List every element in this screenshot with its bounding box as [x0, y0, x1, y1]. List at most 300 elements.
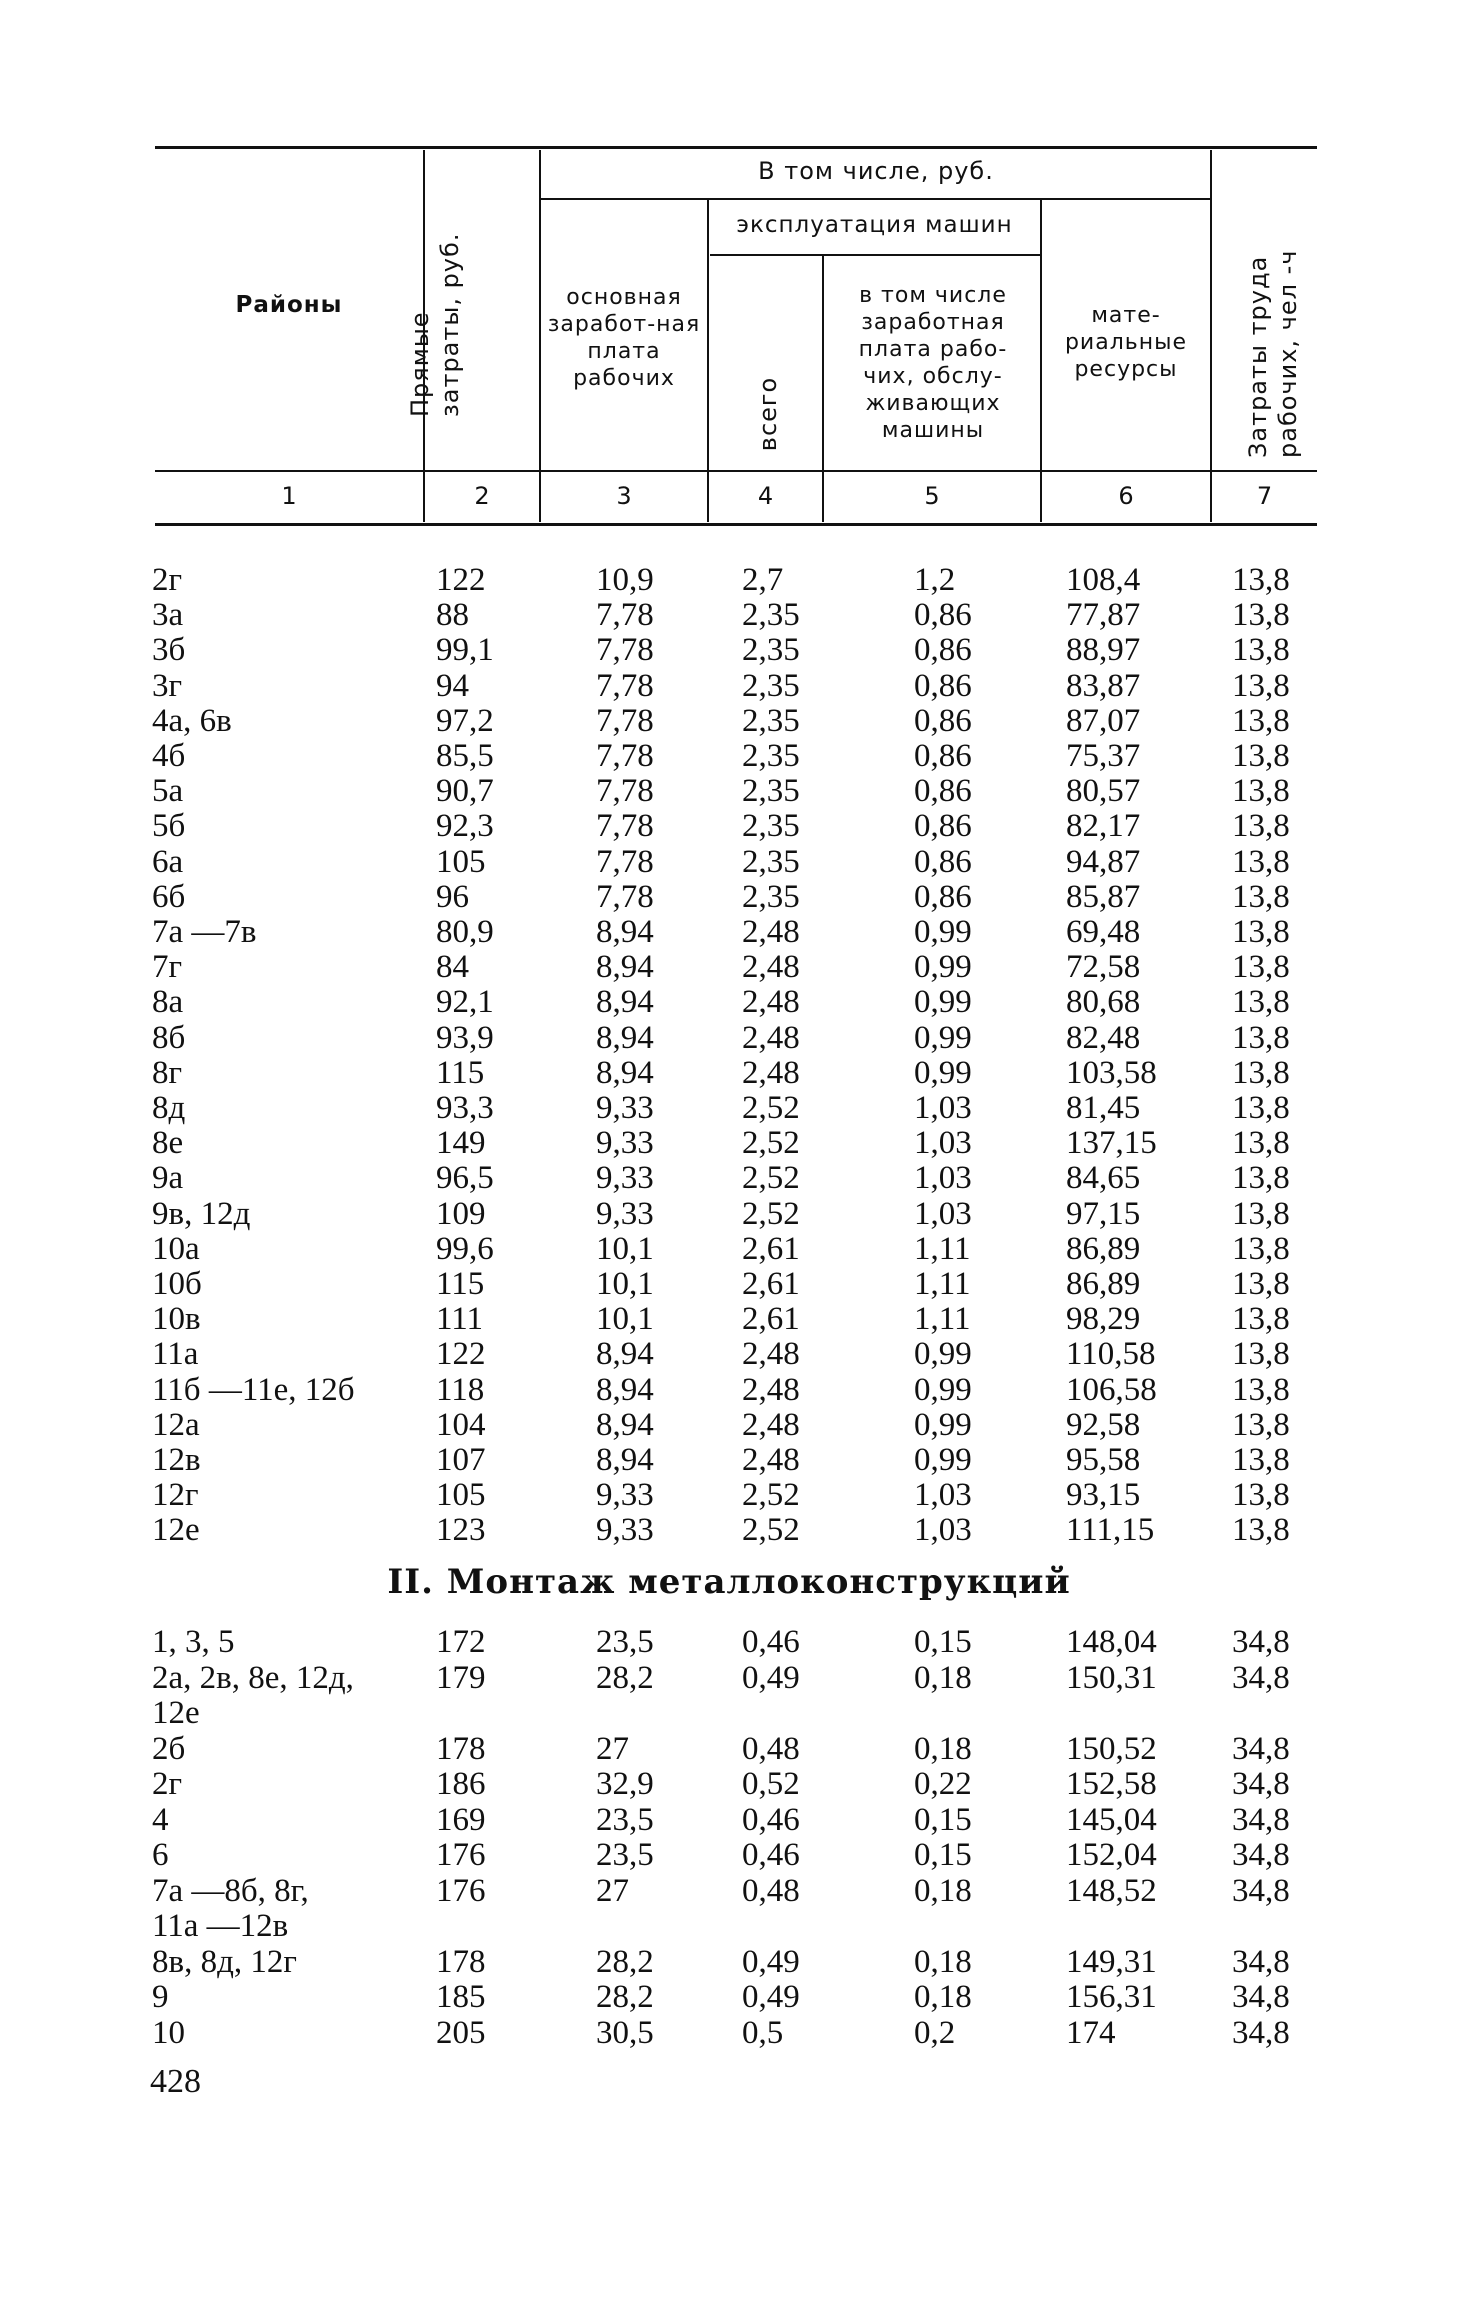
cell-c4: 2,7	[742, 562, 784, 598]
cell-district: 12е	[152, 1512, 200, 1549]
cell-c3: 28,2	[596, 1979, 654, 2015]
cell-c3: 8,94	[596, 1371, 654, 1408]
cell-c4: 2,48	[742, 1019, 800, 1056]
table-row	[0, 1802, 1458, 1838]
cell-c4: 2,48	[742, 1406, 800, 1443]
vrule-3	[707, 200, 709, 522]
cell-c7: 13,8	[1232, 949, 1290, 986]
table-row	[0, 1055, 1458, 1091]
cell-c5: 0,18	[914, 1979, 972, 2015]
top-rule	[155, 146, 1317, 149]
cell-c5: 0,99	[914, 949, 972, 986]
cell-c5: 0,99	[914, 914, 972, 950]
table-row	[0, 738, 1458, 774]
vrule-6	[1210, 150, 1212, 522]
cell-district: 2а, 2в, 8е, 12д,	[152, 1659, 354, 1696]
cell-c7: 13,8	[1232, 1195, 1290, 1232]
cell-district: 12а	[152, 1406, 200, 1443]
cell-district: 6б	[152, 878, 186, 915]
cell-c3: 7,78	[596, 667, 654, 704]
cell-c4: 2,35	[742, 702, 800, 739]
cell-c2: 96,5	[436, 1160, 494, 1197]
cell-c2: 122	[436, 1336, 486, 1373]
cell-c7: 13,8	[1232, 808, 1290, 845]
cell-c7: 34,8	[1232, 1624, 1290, 1660]
cell-c2: 99,6	[436, 1230, 494, 1267]
cell-c7: 13,8	[1232, 1512, 1290, 1549]
cell-c3: 7,78	[596, 773, 654, 810]
cell-c5: 1,11	[914, 1230, 971, 1267]
cell-c2: 185	[436, 1979, 486, 2015]
cell-c4: 2,35	[742, 773, 800, 810]
cell-district: 8д	[152, 1090, 186, 1126]
table-row	[0, 1944, 1458, 1980]
cell-c5: 0,86	[914, 702, 972, 739]
cell-c3: 7,78	[596, 843, 654, 880]
cell-c5: 0,18	[914, 1872, 972, 1909]
table-row	[0, 879, 1458, 915]
cell-c3: 8,94	[596, 949, 654, 986]
cell-c6: 72,58	[1066, 949, 1141, 986]
table-row	[0, 1301, 1458, 1337]
table-row	[0, 562, 1458, 598]
cell-c3: 27	[596, 1872, 629, 1909]
cell-c7: 13,8	[1232, 702, 1290, 739]
table-row	[0, 1336, 1458, 1372]
header-districts: Районы	[235, 292, 343, 318]
cell-c6: 106,58	[1066, 1371, 1157, 1408]
cell-c4: 2,52	[742, 1125, 800, 1162]
cell-c3: 9,33	[596, 1090, 654, 1126]
cell-c5: 0,99	[914, 1442, 972, 1478]
cell-district: 3г	[152, 667, 183, 704]
cell-district: 4	[152, 1801, 169, 1838]
table-row	[0, 1695, 1458, 1731]
cell-c7: 13,8	[1232, 1230, 1290, 1267]
cell-c5: 0,86	[914, 667, 972, 704]
cell-district: 8в, 8д, 12г	[152, 1943, 297, 1980]
cell-c3: 8,94	[596, 1054, 654, 1091]
cell-c7: 13,8	[1232, 1336, 1290, 1373]
cell-c4: 2,35	[742, 597, 800, 634]
cell-c7: 34,8	[1232, 1730, 1290, 1767]
table-row	[0, 1477, 1458, 1513]
cell-c6: 145,04	[1066, 1801, 1157, 1838]
cell-c2: 122	[436, 562, 486, 598]
cell-c7: 34,8	[1232, 1943, 1290, 1980]
cell-district: 10	[152, 2014, 185, 2051]
table-row	[0, 1908, 1458, 1944]
cell-c7: 13,8	[1232, 562, 1290, 598]
cell-c5: 1,11	[914, 1266, 971, 1302]
cell-c6: 150,52	[1066, 1730, 1157, 1767]
cell-c6: 148,52	[1066, 1872, 1157, 1909]
cell-c5: 0,15	[914, 1624, 972, 1660]
cell-c3: 10,1	[596, 1301, 654, 1338]
cell-c7: 13,8	[1232, 1406, 1290, 1443]
cell-c4: 2,48	[742, 1054, 800, 1091]
cell-district: 3б	[152, 632, 186, 669]
cell-c7: 34,8	[1232, 2014, 1290, 2051]
cell-c5: 0,15	[914, 1837, 972, 1873]
cell-c4: 2,61	[742, 1230, 800, 1267]
cell-c2: 178	[436, 1730, 486, 1767]
table-row	[0, 949, 1458, 985]
cell-c6: 84,65	[1066, 1160, 1141, 1197]
cell-c2: 88	[436, 597, 469, 634]
cell-c5: 0,99	[914, 1336, 972, 1373]
cell-district: 2г	[152, 562, 183, 598]
cell-c7: 13,8	[1232, 667, 1290, 704]
table-row	[0, 2015, 1458, 2051]
cell-c2: 169	[436, 1801, 486, 1838]
cell-c6: 75,37	[1066, 738, 1141, 774]
cell-c7: 13,8	[1232, 914, 1290, 950]
cell-c5: 0,18	[914, 1659, 972, 1696]
cell-c5: 0,86	[914, 597, 972, 634]
header-base-wages: основная заработ-ная плата рабочих	[547, 285, 701, 391]
cell-c4: 2,52	[742, 1195, 800, 1232]
cell-c5: 0,99	[914, 1371, 972, 1408]
cell-c2: 93,9	[436, 1019, 494, 1056]
cell-c3: 8,94	[596, 1406, 654, 1443]
cell-c3: 8,94	[596, 914, 654, 950]
cell-c3: 9,33	[596, 1125, 654, 1162]
cell-c6: 82,17	[1066, 808, 1141, 845]
cell-district: 7г	[152, 949, 183, 986]
table-header	[0, 0, 1458, 540]
header-including-rub: В том числе, руб.	[758, 157, 994, 185]
cell-c7: 13,8	[1232, 773, 1290, 810]
table-row	[0, 1731, 1458, 1767]
cell-district: 5а	[152, 773, 184, 810]
cell-district: 9а	[152, 1160, 184, 1197]
cell-c5: 1,03	[914, 1195, 972, 1232]
cell-c2: 186	[436, 1766, 486, 1802]
header-operator-wages: в том числе заработная плата рабо-чих, обслу-живающих машины	[858, 283, 1008, 443]
cell-c5: 0,86	[914, 843, 972, 880]
cell-c4: 2,52	[742, 1512, 800, 1549]
cell-c4: 2,48	[742, 914, 800, 950]
cell-c5: 0,99	[914, 1019, 972, 1056]
cell-district: 12г	[152, 1477, 199, 1514]
cell-c6: 137,15	[1066, 1125, 1157, 1162]
cell-district: 1, 3, 5	[152, 1624, 235, 1660]
cell-c3: 10,1	[596, 1230, 654, 1267]
col-number-6: 6	[1118, 482, 1134, 510]
cell-c2: 105	[436, 843, 486, 880]
cell-district: 7а —8б, 8г,	[152, 1872, 309, 1909]
cell-c7: 13,8	[1232, 1125, 1290, 1162]
cell-c4: 2,48	[742, 1371, 800, 1408]
cell-district: 10в	[152, 1301, 201, 1338]
table-row	[0, 1873, 1458, 1909]
cell-c3: 7,78	[596, 702, 654, 739]
cell-c2: 107	[436, 1442, 486, 1478]
cell-c7: 13,8	[1232, 1442, 1290, 1478]
cell-c3: 30,5	[596, 2014, 654, 2051]
cell-district: 10а	[152, 1230, 200, 1267]
cell-c3: 8,94	[596, 1442, 654, 1478]
cell-c2: 115	[436, 1054, 485, 1091]
cell-c6: 148,04	[1066, 1624, 1157, 1660]
cell-c3: 32,9	[596, 1766, 654, 1802]
cell-c4: 0,49	[742, 1979, 800, 2015]
table-row	[0, 984, 1458, 1020]
cell-c7: 13,8	[1232, 1477, 1290, 1514]
cell-c6: 87,07	[1066, 702, 1141, 739]
header-material-resources: мате-риальные ресурсы	[1064, 303, 1188, 382]
cell-c7: 13,8	[1232, 597, 1290, 634]
col-number-5: 5	[924, 482, 940, 510]
cell-c3: 8,94	[596, 1019, 654, 1056]
cell-c5: 0,99	[914, 1054, 972, 1091]
cell-c5: 0,2	[914, 2014, 956, 2051]
table-row	[0, 1372, 1458, 1408]
cell-district: 12е	[152, 1695, 200, 1731]
cell-c5: 1,03	[914, 1090, 972, 1126]
table-row	[0, 1231, 1458, 1267]
cell-c3: 27	[596, 1730, 629, 1767]
cell-c2: 178	[436, 1943, 486, 1980]
cell-district: 2б	[152, 1730, 186, 1767]
header-machine-operation: эксплуатация машин	[736, 212, 1013, 238]
cell-district: 4б	[152, 738, 186, 774]
cell-district: 8б	[152, 1019, 186, 1056]
cell-c6: 174	[1066, 2014, 1116, 2051]
cell-district: 5б	[152, 808, 186, 845]
table-row	[0, 1407, 1458, 1443]
cell-c2: 80,9	[436, 914, 494, 950]
table-row	[0, 1979, 1458, 2015]
cell-c6: 111,15	[1066, 1512, 1155, 1549]
cell-c5: 0,86	[914, 808, 972, 845]
cell-c2: 179	[436, 1659, 486, 1696]
col-number-2: 2	[474, 482, 490, 510]
cell-c3: 7,78	[596, 878, 654, 915]
cell-c3: 28,2	[596, 1943, 654, 1980]
cell-c6: 80,57	[1066, 773, 1141, 810]
col-number-3: 3	[616, 482, 632, 510]
cell-c4: 2,48	[742, 1442, 800, 1478]
cell-c5: 1,03	[914, 1512, 972, 1549]
cell-c6: 69,48	[1066, 914, 1141, 950]
page-number: 428	[150, 2063, 201, 2100]
cell-c4: 0,5	[742, 2014, 784, 2051]
cell-c7: 34,8	[1232, 1872, 1290, 1909]
cell-c4: 0,46	[742, 1837, 800, 1873]
cell-c5: 0,99	[914, 984, 972, 1021]
cell-c2: 176	[436, 1872, 486, 1909]
cell-c3: 8,94	[596, 984, 654, 1021]
cell-c6: 86,89	[1066, 1266, 1141, 1302]
cell-c6: 95,58	[1066, 1442, 1141, 1478]
vrule-2	[539, 150, 541, 522]
table-row	[0, 1766, 1458, 1802]
header-labor-costs: Затраты труда рабочих, чел -ч	[1244, 249, 1302, 458]
cell-c3: 10,1	[596, 1266, 654, 1302]
cell-c6: 80,68	[1066, 984, 1141, 1021]
cell-c6: 81,45	[1066, 1090, 1141, 1126]
cell-c3: 9,33	[596, 1477, 654, 1514]
cell-c4: 2,52	[742, 1090, 800, 1126]
cell-district: 9в, 12д	[152, 1195, 251, 1232]
cell-c6: 110,58	[1066, 1336, 1156, 1373]
cell-c2: 92,3	[436, 808, 494, 845]
table-row	[0, 808, 1458, 844]
cell-c7: 13,8	[1232, 878, 1290, 915]
cell-c4: 2,48	[742, 984, 800, 1021]
cell-c4: 0,48	[742, 1730, 800, 1767]
cell-district: 4а, 6в	[152, 702, 232, 739]
header-direct-costs: Прямые затраты, руб.	[406, 232, 464, 417]
cell-c5: 0,99	[914, 1406, 972, 1443]
cell-c2: 109	[436, 1195, 486, 1232]
cell-c6: 150,31	[1066, 1659, 1157, 1696]
cell-c4: 2,48	[742, 949, 800, 986]
cell-c7: 13,8	[1232, 1266, 1290, 1302]
table-row	[0, 1837, 1458, 1873]
cell-c7: 13,8	[1232, 1019, 1290, 1056]
cell-c6: 83,87	[1066, 667, 1141, 704]
cell-c5: 0,22	[914, 1766, 972, 1802]
cell-c4: 2,35	[742, 878, 800, 915]
cell-c4: 2,35	[742, 667, 800, 704]
cell-c4: 2,52	[742, 1160, 800, 1197]
cell-c5: 0,18	[914, 1943, 972, 1980]
cell-district: 7а —7в	[152, 914, 257, 950]
cell-c5: 0,15	[914, 1801, 972, 1838]
cell-c3: 8,94	[596, 1336, 654, 1373]
cell-c4: 0,46	[742, 1624, 800, 1660]
cell-c2: 118	[436, 1371, 485, 1408]
table-row	[0, 1266, 1458, 1302]
cell-c6: 94,87	[1066, 843, 1141, 880]
table-row	[0, 1196, 1458, 1232]
cell-c2: 205	[436, 2014, 486, 2051]
cell-c4: 2,35	[742, 738, 800, 774]
cell-district: 6	[152, 1837, 169, 1873]
cell-c3: 23,5	[596, 1624, 654, 1660]
cell-c3: 23,5	[596, 1801, 654, 1838]
cell-c5: 1,03	[914, 1160, 972, 1197]
cell-c4: 2,52	[742, 1477, 800, 1514]
cell-c2: 149	[436, 1125, 486, 1162]
cell-c7: 13,8	[1232, 1371, 1290, 1408]
group-rule	[541, 198, 1211, 200]
cell-district: 12в	[152, 1442, 201, 1478]
cell-c6: 77,87	[1066, 597, 1141, 634]
cell-c2: 176	[436, 1837, 486, 1873]
table-row	[0, 1160, 1458, 1196]
header-bottom-rule	[155, 470, 1317, 472]
cell-c5: 0,86	[914, 773, 972, 810]
table-row	[0, 703, 1458, 739]
cell-c3: 28,2	[596, 1659, 654, 1696]
cell-c7: 13,8	[1232, 1301, 1290, 1338]
cell-c6: 152,58	[1066, 1766, 1157, 1802]
cell-c4: 0,48	[742, 1872, 800, 1909]
cell-c4: 2,48	[742, 1336, 800, 1373]
cell-district: 8а	[152, 984, 184, 1021]
cell-c7: 13,8	[1232, 1054, 1290, 1091]
table-row	[0, 597, 1458, 633]
cell-c3: 10,9	[596, 562, 654, 598]
table-row	[0, 1442, 1458, 1478]
cell-c6: 108,4	[1066, 562, 1141, 598]
cell-c2: 96	[436, 878, 469, 915]
cell-c3: 7,78	[596, 808, 654, 845]
cell-district: 6а	[152, 843, 184, 880]
cell-c6: 92,58	[1066, 1406, 1141, 1443]
vrule-5	[1040, 200, 1042, 522]
cell-c4: 0,52	[742, 1766, 800, 1802]
cell-c6: 85,87	[1066, 878, 1141, 915]
cell-c2: 111	[436, 1301, 484, 1338]
numbers-bottom-rule	[155, 523, 1317, 526]
cell-district: 9	[152, 1979, 169, 2015]
cell-c2: 85,5	[436, 738, 494, 774]
table-row	[0, 1624, 1458, 1660]
cell-c6: 88,97	[1066, 632, 1141, 669]
cell-c5: 0,86	[914, 632, 972, 669]
cell-c7: 34,8	[1232, 1659, 1290, 1696]
header-total: всего	[754, 376, 782, 452]
cell-c2: 84	[436, 949, 469, 986]
table-row	[0, 1125, 1458, 1161]
cell-c3: 23,5	[596, 1837, 654, 1873]
cell-c7: 13,8	[1232, 632, 1290, 669]
cell-district: 8г	[152, 1054, 183, 1091]
cell-c6: 93,15	[1066, 1477, 1141, 1514]
cell-c5: 0,86	[914, 738, 972, 774]
cell-district: 11а	[152, 1336, 199, 1373]
cell-c4: 2,61	[742, 1301, 800, 1338]
subgroup-rule	[710, 254, 1040, 256]
col-number-1: 1	[281, 482, 297, 510]
cell-c4: 0,46	[742, 1801, 800, 1838]
col-number-4: 4	[757, 482, 774, 510]
table-row	[0, 1660, 1458, 1696]
cell-c7: 34,8	[1232, 1766, 1290, 1802]
cell-c6: 103,58	[1066, 1054, 1157, 1091]
table-row	[0, 773, 1458, 809]
cell-c6: 98,29	[1066, 1301, 1141, 1338]
cell-c5: 1,2	[914, 562, 956, 598]
cell-c3: 7,78	[596, 738, 654, 774]
cell-c2: 90,7	[436, 773, 494, 810]
cell-district: 3а	[152, 597, 184, 634]
cell-c6: 82,48	[1066, 1019, 1141, 1056]
cell-c7: 13,8	[1232, 1090, 1290, 1126]
cell-c2: 172	[436, 1624, 486, 1660]
cell-district: 10б	[152, 1266, 202, 1302]
cell-c7: 34,8	[1232, 1837, 1290, 1873]
cell-c6: 97,15	[1066, 1195, 1141, 1232]
table-row	[0, 632, 1458, 668]
cell-c4: 2,35	[742, 843, 800, 880]
cell-c2: 97,2	[436, 702, 494, 739]
table-row	[0, 668, 1458, 704]
cell-c3: 9,33	[596, 1512, 654, 1549]
cell-c7: 13,8	[1232, 1160, 1290, 1197]
cell-c4: 0,49	[742, 1659, 800, 1696]
cell-c6: 149,31	[1066, 1943, 1157, 1980]
cell-c2: 94	[436, 667, 469, 704]
table-row	[0, 844, 1458, 880]
cell-c4: 2,35	[742, 808, 800, 845]
table-row	[0, 1512, 1458, 1548]
